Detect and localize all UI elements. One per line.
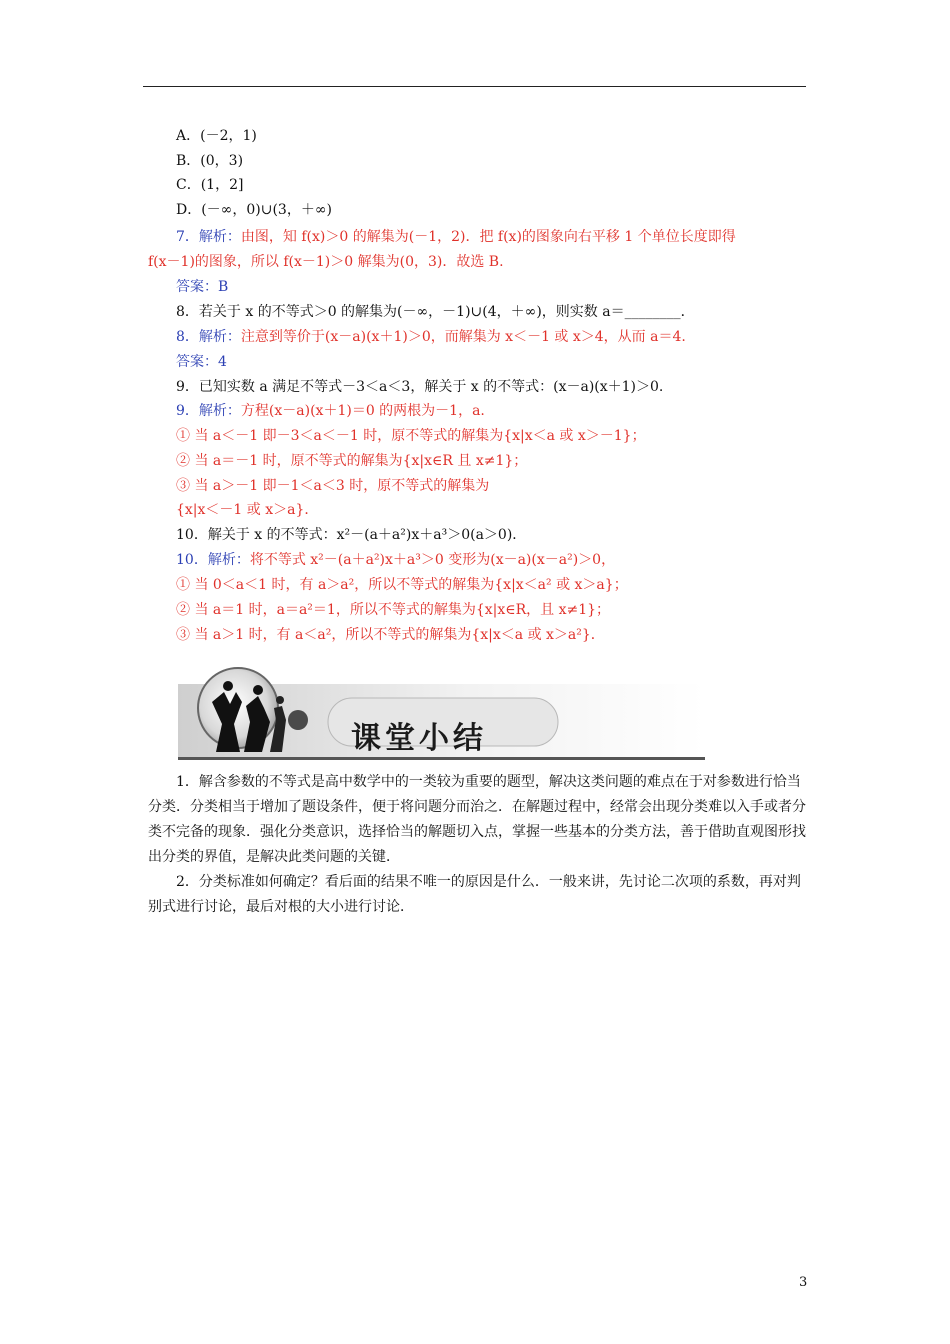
q10-case-3: ③ 当 a＞1 时，有 a＜a²，所以不等式的解集为{x|x＜a 或 x＞a²}． (176, 627, 605, 643)
q10-analysis (176, 550, 615, 570)
summary-paragraph-2: 2．分类标准如何确定？看后面的结果不唯一的原因是什么．一般来讲，先讨论二次项的系数，再对判别式进行讨论，最后对根的大小进行讨论． (148, 874, 801, 915)
q10-analysis-label: 10．解析： (176, 552, 250, 568)
q9-analysis-label: 9．解析： (176, 403, 241, 419)
q10-case-1: ① 当 0＜a＜1 时，有 a＞a²，所以不等式的解集为{x|x＜a² 或 x＞a}； (176, 577, 628, 593)
option-b: B．(0，3) (176, 153, 244, 169)
option-c: C．(1，2] (176, 177, 244, 193)
q9-question: 9．已知实数 a 满足不等式－3＜a＜3，解关于 x 的不等式：(x－a)(x＋1)＞0. (176, 379, 664, 395)
q9-case-3: ③ 当 a＞－1 即－1＜a＜3 时，原不等式的解集为 (176, 478, 490, 494)
section-title: 课堂小结 (351, 721, 487, 756)
header-rule (143, 86, 806, 87)
q10-question: 10．解关于 x 的不等式：x²－(a＋a²)x＋a³＞0(a＞0)． (176, 527, 527, 543)
section-banner (178, 662, 705, 762)
q8-analysis-label: 8．解析： (176, 329, 241, 345)
page-number: 3 (799, 1275, 808, 1290)
q7-analysis-label: 7．解析： (176, 229, 241, 245)
q8-analysis (176, 327, 686, 347)
option-a: A．(－2，1) (176, 128, 257, 144)
q7-analysis-line2: f(x－1)的图象，所以 f(x－1)＞0 解集为(0，3)．故选 B. (148, 254, 504, 270)
q7-answer: 答案：B (176, 279, 229, 295)
q9-case-1: ① 当 a＜－1 即－3＜a＜－1 时，原不等式的解集为{x|x＜a 或 x＞－1}； (176, 428, 646, 444)
q10-analysis-text: 将不等式 x²－(a＋a²)x＋a³＞0 变形为(x－a)(x－a²)＞0， (249, 552, 616, 568)
q8-answer: 答案：4 (176, 354, 227, 370)
summary-paragraph-1: 1．解含参数的不等式是高中数学中的一类较为重要的题型，解决这类问题的难点在于对参数进行恰当分类．分类相当于增加了题设条件，便于将问题分而治之．在解题过程中，经常会出现分类难以入手或者分类不完备的现象．强化分类意识，选择恰当的解题切入点，掌握一些基本的分类方法，善于借助直观图形找出分类的界值，是解决此类问题的关键． (148, 774, 806, 865)
q8-question: 8．若关于 x 的不等式＞0 的解集为(－∞，－1)∪(4，＋∞)，则实数 a＝________． (176, 304, 695, 320)
q9-analysis (176, 401, 485, 421)
option-d: D．(－∞，0)∪(3，＋∞) (176, 202, 332, 218)
q9-analysis-text: 方程(x－a)(x＋1)＝0 的两根为－1，a. (240, 403, 485, 419)
q7-analysis-text: 由图，知 f(x)＞0 的解集为(－1，2)．把 f(x)的图象向右平移 1 个单位长度即得 (240, 229, 736, 245)
q9-case-3-solution: {x|x＜－1 或 x＞a}． (176, 502, 319, 518)
q7-analysis-line1 (176, 227, 736, 247)
q10-case-2: ② 当 a＝1 时，a＝a²＝1，所以不等式的解集为{x|x∈R，且 x≠1}； (176, 602, 611, 618)
q8-analysis-text: 注意到等价于(x－a)(x＋1)＞0，而解集为 x＜－1 或 x＞4，从而 a＝4. (240, 329, 686, 345)
q9-case-2: ② 当 a＝－1 时，原不等式的解集为{x|x∈R 且 x≠1}； (176, 453, 528, 469)
